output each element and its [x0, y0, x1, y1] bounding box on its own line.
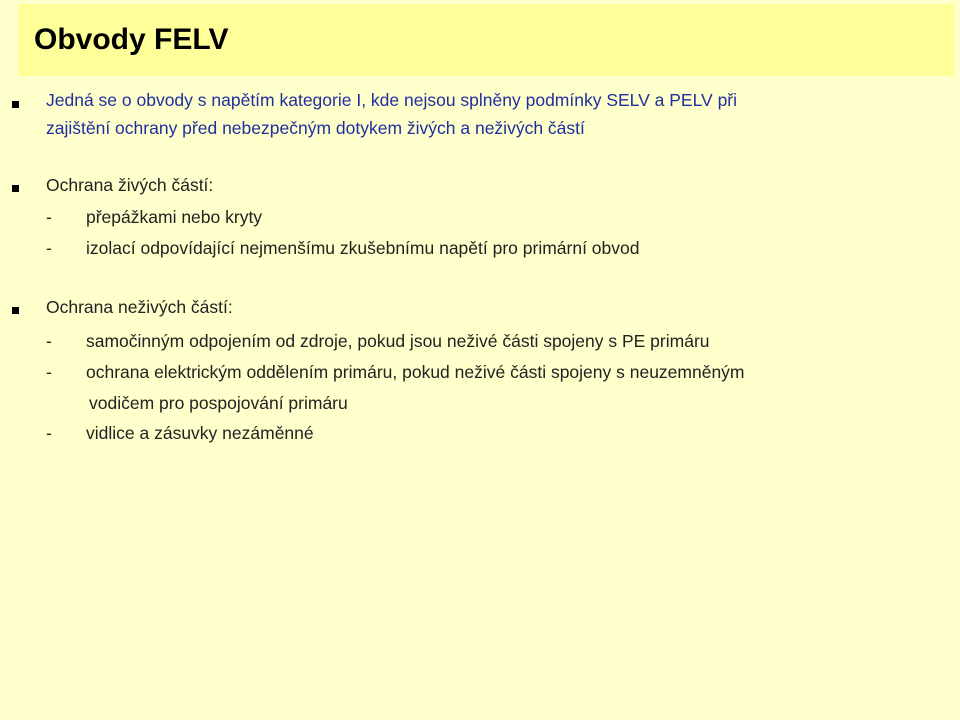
- list-item: ochrana elektrickým oddělením primáru, pokud neživé části spojeny s neuzemněným: [86, 362, 745, 382]
- list-dash: -: [46, 238, 52, 258]
- section3-heading: Ochrana neživých částí:: [46, 297, 233, 317]
- list-item: vidlice a zásuvky nezáměnné: [86, 423, 314, 443]
- bullet-icon: [12, 185, 19, 192]
- list-item: přepážkami nebo kryty: [86, 207, 263, 227]
- list-dash: -: [46, 331, 52, 351]
- list-item: samočinným odpojením od zdroje, pokud jsou neživé části spojeny s PE primáru: [86, 331, 710, 351]
- section2-heading: Ochrana živých částí:: [46, 175, 214, 195]
- section1-line2: zajištění ochrany před nebezpečným dotykem živých a neživých částí: [46, 118, 585, 138]
- list-dash: -: [46, 423, 52, 443]
- section1-line1: Jedná se o obvody s napětím kategorie I, kde nejsou splněny podmínky SELV a PELV při: [46, 90, 738, 110]
- list-item-continuation: vodičem pro pospojování primáru: [89, 393, 348, 413]
- bullet-icon: [12, 101, 19, 108]
- list-dash: -: [46, 362, 52, 382]
- slide-title: Obvody FELV: [34, 23, 229, 56]
- list-item: izolací odpovídající nejmenšímu zkušebnímu napětí pro primární obvod: [86, 238, 640, 258]
- list-dash: -: [46, 207, 52, 227]
- bullet-icon: [12, 307, 19, 314]
